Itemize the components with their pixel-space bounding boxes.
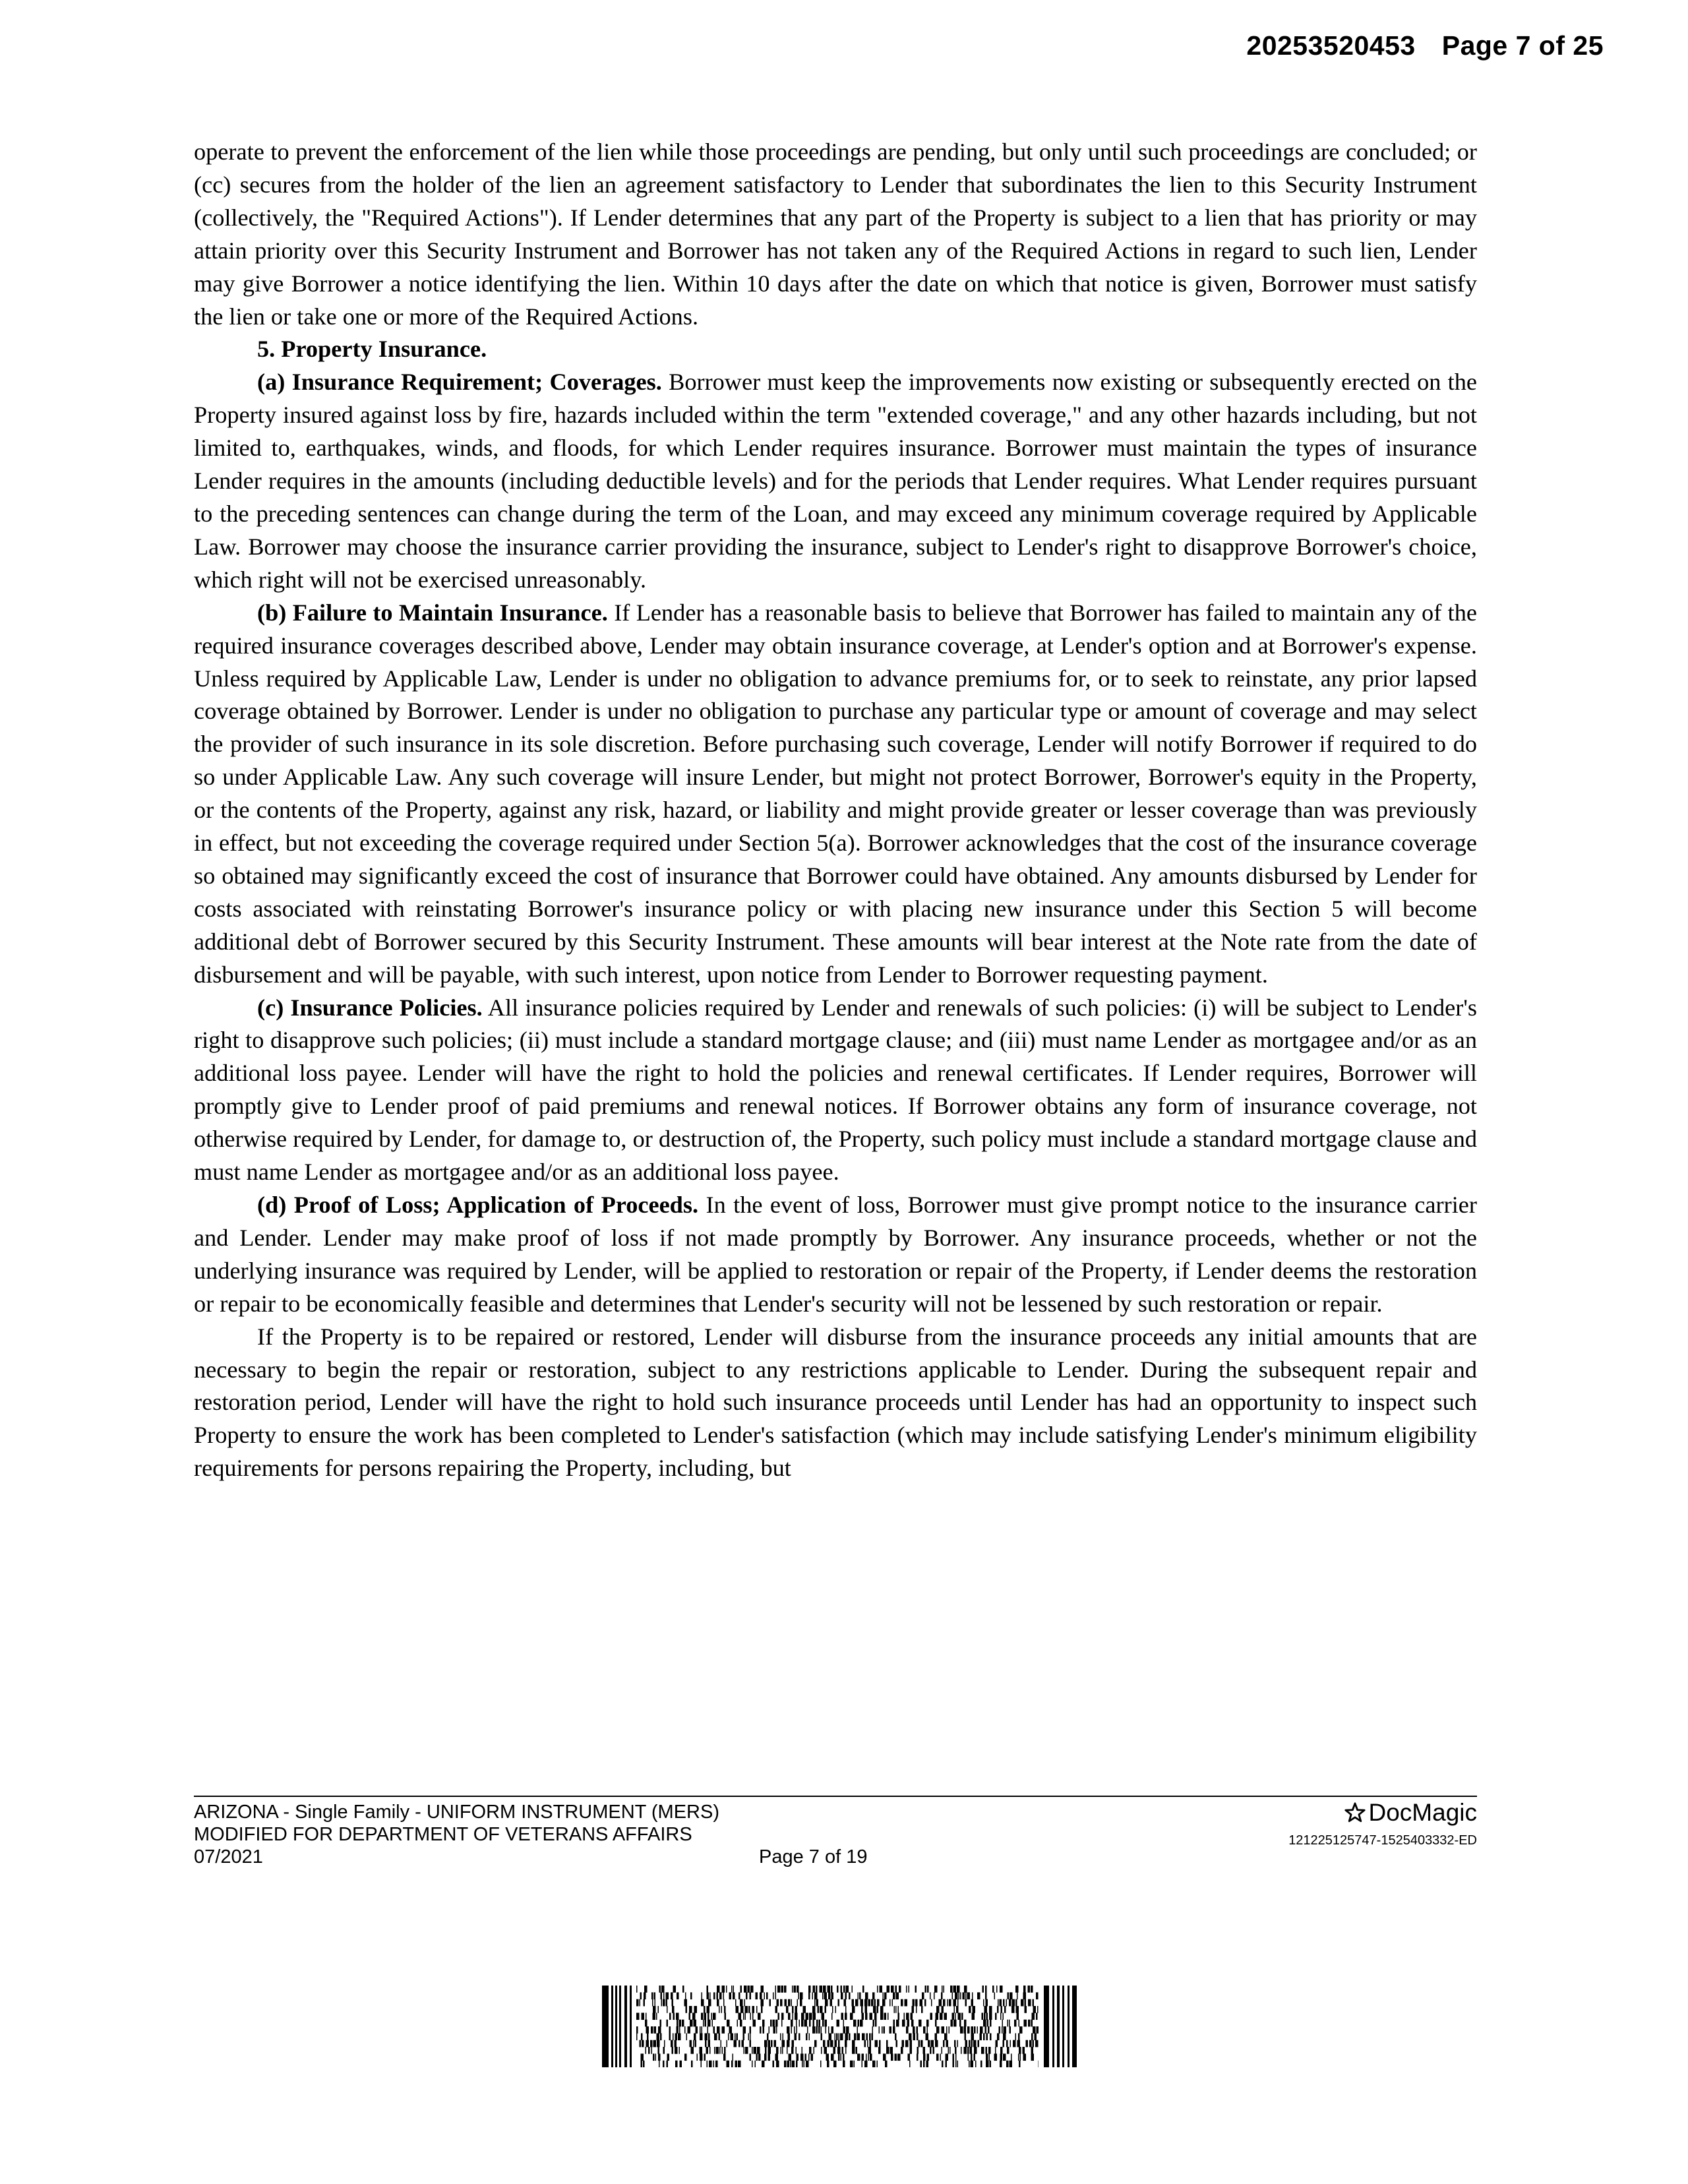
continued-paragraph: operate to prevent the enforcement of the lien while those proceedings are pending, but only until such proceedings are concluded; or (cc) secures from the holder of the lien an agreement satisfactory to Lender that subordinates the lien to this Security Instrument (collectively, the "Required Actions"). If Lender determines that any part of the Property is subject to a lien that has priority or may attain priority over this Security Instrument and Borrower has not taken any of the Required Actions in regard to such lien, Lender may give Borrower a notice identifying the lien. Within 10 days after the date on which that notice is given, Borrower must satisfy the lien or take one or more of the Required Actions.	[194, 138, 1477, 330]
subsection-d	[194, 1189, 1477, 1321]
subsection-b	[194, 597, 1477, 992]
subsection-c	[194, 992, 1477, 1189]
star-icon	[1344, 1802, 1366, 1824]
recording-number: 20253520453	[1246, 30, 1416, 61]
footer-divider	[194, 1796, 1477, 1797]
footer-form-date: 07/2021	[194, 1846, 263, 1867]
subsection-c-text: All insurance policies required by Lender and renewals of such policies: (i) will be subject to Lender's right to disapprove such policies; (ii) must include a standard mortgage clause; and (iii) must name Lender as mortgagee and/or as an additional loss payee. Lender will have the right to hold the policies and renewal certificates. If Lender requires, Borrower will promptly give to Lender proof of paid premiums and renewal notices. If Borrower obtains any form of insurance coverage, not otherwise required by Lender, for damage to, or destruction of, the Property, such policy must include a standard mortgage clause and must name Lender as mortgagee and/or as an additional loss payee.	[194, 994, 1477, 1186]
footer-form-title: ARIZONA - Single Family - UNIFORM INSTRUMENT (MERS)	[194, 1802, 720, 1823]
footer-form-info	[194, 1801, 719, 1868]
document-code: 121225125747-1525403332-ED	[1288, 1833, 1477, 1848]
subsection-b-heading: (b) Failure to Maintain Insurance.	[257, 599, 608, 626]
footer-form-subtitle: MODIFIED FOR DEPARTMENT OF VETERANS AFFAIRS	[194, 1824, 692, 1845]
section-heading: 5. Property Insurance.	[257, 336, 487, 363]
brand-name: DocMagic	[1368, 1799, 1477, 1826]
subsection-c-heading: (c) Insurance Policies.	[257, 994, 483, 1021]
barcode	[602, 1986, 1077, 2067]
docmagic-logo	[1344, 1799, 1478, 1827]
recording-page-label: Page 7 of 25	[1441, 30, 1604, 61]
repair-paragraph: If the Property is to be repaired or restored, Lender will disburse from the insurance proceeds any initial amounts that are necessary to begin the repair or restoration, subject to any restrictions applicable to Lender. During the subsequent repair and restoration period, Lender will have the right to hold such insurance proceeds until Lender has had an opportunity to inspect such Property to ensure the work has been completed to Lender's satisfaction (which may include satisfying Lender's minimum eligibility requirements for persons repairing the Property, including, but	[194, 1323, 1477, 1482]
subsection-a-text: Borrower must keep the improvements now existing or subsequently erected on the Property insured against loss by fire, hazards included within the term "extended coverage," and any other hazards including, but not limited to, earthquakes, winds, and floods, for which Lender requires insurance. Borrower must maintain the types of insurance Lender requires in the amounts (including deductible levels) and for the periods that Lender requires. What Lender requires pursuant to the preceding sentences can change during the term of the Loan, and may exceed any minimum coverage required by Applicable Law. Borrower may choose the insurance carrier providing the insurance, subject to Lender's right to disapprove Borrower's choice, which right will not be exercised unreasonably.	[194, 369, 1477, 593]
subsection-a-heading: (a) Insurance Requirement; Coverages.	[257, 369, 662, 396]
subsection-a	[194, 366, 1477, 596]
recording-header	[1246, 30, 1604, 61]
subsection-d-text: In the event of loss, Borrower must give prompt notice to the insurance carrier and Lender. Lender may make proof of loss if not made promptly by Borrower. Any insurance proceeds, whether or not the underlying insurance was required by Lender, will be applied to restoration or repair of the Property, if Lender deems the restoration or repair to be economically feasible and determines that Lender's security will not be lessened by such restoration or repair.	[194, 1192, 1477, 1317]
footer-page-number: Page 7 of 19	[759, 1846, 868, 1867]
subsection-d-heading: (d) Proof of Loss; Application of Proceeds.	[257, 1192, 699, 1218]
document-body	[194, 136, 1477, 1485]
subsection-b-text: If Lender has a reasonable basis to believe that Borrower has failed to maintain any of the required insurance coverages described above, Lender may obtain insurance coverage, at Lender's option and at Borrower's expense. Unless required by Applicable Law, Lender is under no obligation to advance premiums for, or to seek to reinstate, any prior lapsed coverage obtained by Borrower. Lender is under no obligation to purchase any particular type or amount of coverage and may select the provider of such insurance in its sole discretion. Before purchasing such coverage, Lender will notify Borrower if required to do so under Applicable Law. Any such coverage will insure Lender, but might not protect Borrower, Borrower's equity in the Property, or the contents of the Property, against any risk, hazard, or liability and might provide greater or lesser coverage than was previously in effect, but not exceeding the coverage required under Section 5(a). Borrower acknowledges that the cost of the insurance coverage so obtained may significantly exceed the cost of insurance that Borrower could have obtained. Any amounts disbursed by Lender for costs associated with reinstating Borrower's insurance policy or with placing new insurance under this Section 5 will become additional debt of Borrower secured by this Security Instrument. These amounts will bear interest at the Note rate from the date of disbursement and will be payable, with such interest, upon notice from Lender to Borrower requesting payment.	[194, 599, 1478, 988]
